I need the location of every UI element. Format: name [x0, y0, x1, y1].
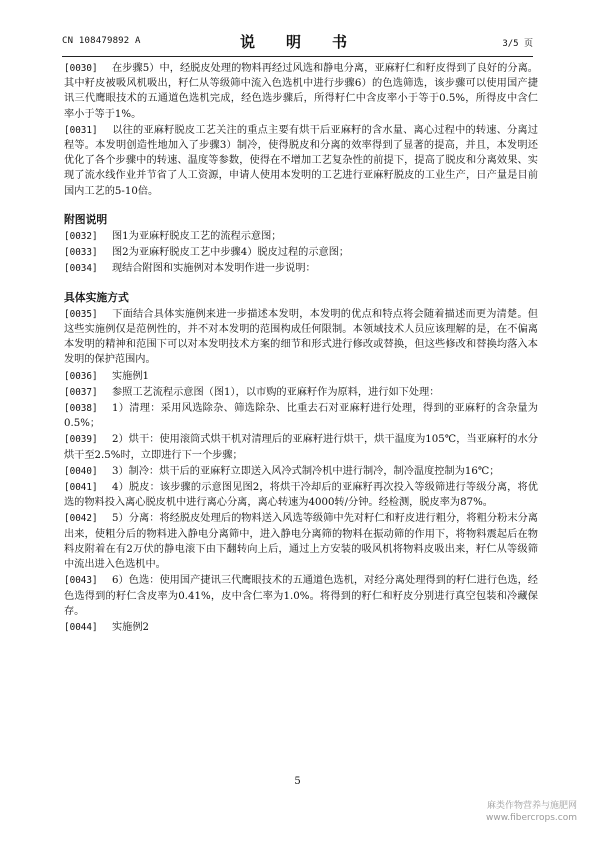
watermark-site-name: 麻类作物营养与施肥网	[486, 801, 577, 811]
paragraph-number: [0039]	[64, 434, 98, 446]
paragraph	[64, 385, 538, 400]
header-divider	[62, 56, 533, 57]
paragraph-number: [0040]	[64, 465, 98, 477]
paragraph-number: [0033]	[64, 247, 98, 259]
paragraph-text: 6）色选：使用国产捷讯三代鹰眼技术的五通道色选机，对经分离处理得到的籽仁进行色选，经色选得到的籽仁含皮率为0.41%，皮中含仁率为1.0%。将得到的籽仁和籽皮分别进行真空包装和冷藏保存。	[64, 575, 538, 617]
paragraph-text: 5）分离：将经脱皮处理后的物料送入风选等级筛中先对籽仁和籽皮进行粗分，将粗分粉末分离出来，使粗分后的物料进入静电分离筛中，进入静电分离筛的物料在振动筛的作用下，将物料震起后在物料皮附着在有2万伏的静电滚下由下翻转向上后，通过上方安装的吸风机将物料皮吸出来，籽仁从等级筛中流出进入色选机中。	[64, 513, 538, 571]
paragraph	[64, 620, 538, 635]
paragraph	[64, 229, 538, 244]
paragraph	[64, 369, 538, 384]
paragraph-group-3	[64, 307, 538, 635]
paragraph-text: 下面结合具体实施例来进一步描述本发明，本发明的优点和特点将会随着描述而更为清楚。但这些实施例仅是范例性的，并不对本发明的范围构成任何限制。本领域技术人员应该理解的是，在不偏离本发明的精神和范围下可以对本发明技术方案的细节和形式进行修改或替换，但这些修改和替换均落入本发明的保护范围内。	[64, 308, 538, 366]
paragraph-text: 参照工艺流程示意图（图1），以市购的亚麻籽作为原料，进行如下处理：	[112, 386, 440, 398]
section-heading-figures: 附图说明	[64, 212, 108, 226]
paragraph-text: 2）烘干：使用滚筒式烘干机对清理后的亚麻籽进行烘干，烘干温度为105℃，当亚麻籽的水分烘干至2.5%时，立即进行下一个步骤；	[64, 434, 538, 461]
paragraph-text: 图2为亚麻籽脱皮工艺中步骤4）脱皮过程的示意图；	[112, 247, 350, 259]
paragraph	[64, 307, 538, 368]
paragraph	[64, 401, 538, 431]
paragraph-text: 3）制冷：烘干后的亚麻籽立即送入风冷式制冷机中进行制冷，制冷温度控制为16℃；	[112, 465, 500, 477]
paragraph-number: [0037]	[64, 386, 98, 398]
paragraph-number: [0032]	[64, 231, 98, 243]
paragraph	[64, 573, 538, 619]
paragraph	[64, 245, 538, 260]
publication-number: CN 108479892 A	[62, 36, 141, 46]
paragraph-group-1	[64, 61, 538, 199]
paragraph-text: 1）清理：采用风选除杂、筛选除杂、比重去石对亚麻籽进行处理，得到的亚麻籽的含杂量为0.5%；	[64, 403, 538, 430]
paragraph	[64, 432, 538, 462]
paragraph-text: 实施例2	[112, 621, 150, 633]
paragraph-number: [0043]	[64, 575, 98, 587]
page-number: 5	[294, 776, 301, 787]
paragraph	[64, 261, 538, 276]
paragraph-number: [0034]	[64, 263, 98, 275]
paragraph-number: [0030]	[64, 63, 98, 74]
paragraph	[64, 464, 538, 479]
paragraph-number: [0042]	[64, 513, 98, 525]
section-heading-implementation: 具体实施方式	[64, 290, 129, 304]
watermark-url: www.fibercrops.com	[486, 813, 577, 823]
paragraph-group-2	[64, 229, 538, 277]
paragraph-number: [0038]	[64, 403, 98, 415]
paragraph-number: [0035]	[64, 308, 98, 320]
paragraph-number: [0036]	[64, 370, 98, 382]
document-title: 说 明 书	[239, 33, 355, 51]
paragraph-text: 现结合附图和实施例对本发明作进一步说明：	[112, 263, 316, 275]
paragraph-text: 实施例1	[112, 370, 150, 382]
paragraph-text: 在步骤5）中，经脱皮处理的物料再经过风选和静电分离，亚麻籽仁和籽皮得到了良好的分离。其中籽皮被吸风机吸出，籽仁从等级筛中流入色选机中进行步骤6）的色选筛选，该步骤可以使用国产捷讯三代鹰眼技术的五通道色选机完成，经色选步骤后，所得籽仁中含皮率小于等于0.5%，所得皮中含仁率小于等于1%。	[64, 63, 538, 120]
paragraph-number: [0041]	[64, 482, 98, 494]
paragraph	[64, 480, 538, 510]
page-indicator: 3/5 页	[502, 39, 533, 49]
paragraph-text: 以往的亚麻籽脱皮工艺关注的重点主要有烘干后亚麻籽的含水量、离心过程中的转速、分离过程等。本发明创造性地加入了步骤3）制冷，使得脱皮和分离的效率得到了显著的提高，并且，本发明还优化了各个步骤中的转速、温度等参数，使得在不增加工艺复杂性的前提下，提高了脱皮和分离效果、实现了流水线作业并节省了人工资源，申请人使用本发明的工艺进行亚麻籽脱皮的工业生产，日产量是目前国内工艺的5-10倍。	[64, 124, 538, 197]
paragraph-text: 4）脱皮：该步骤的示意图见图2，将烘干冷却后的亚麻籽再次投入等级筛进行等级分离，将优选的物料投入离心脱皮机中进行离心分离，离心转速为4000转/分钟。经检测，脱皮率为87%。	[64, 482, 538, 509]
paragraph-number: [0044]	[64, 621, 98, 633]
paragraph	[64, 123, 538, 199]
page-header	[62, 30, 533, 52]
paragraph	[64, 511, 538, 572]
paragraph-number: [0031]	[64, 124, 98, 136]
watermark	[486, 800, 577, 824]
paragraph-text: 图1为亚麻籽脱皮工艺的流程示意图；	[112, 231, 282, 243]
paragraph	[64, 61, 538, 122]
document-body	[64, 61, 538, 636]
